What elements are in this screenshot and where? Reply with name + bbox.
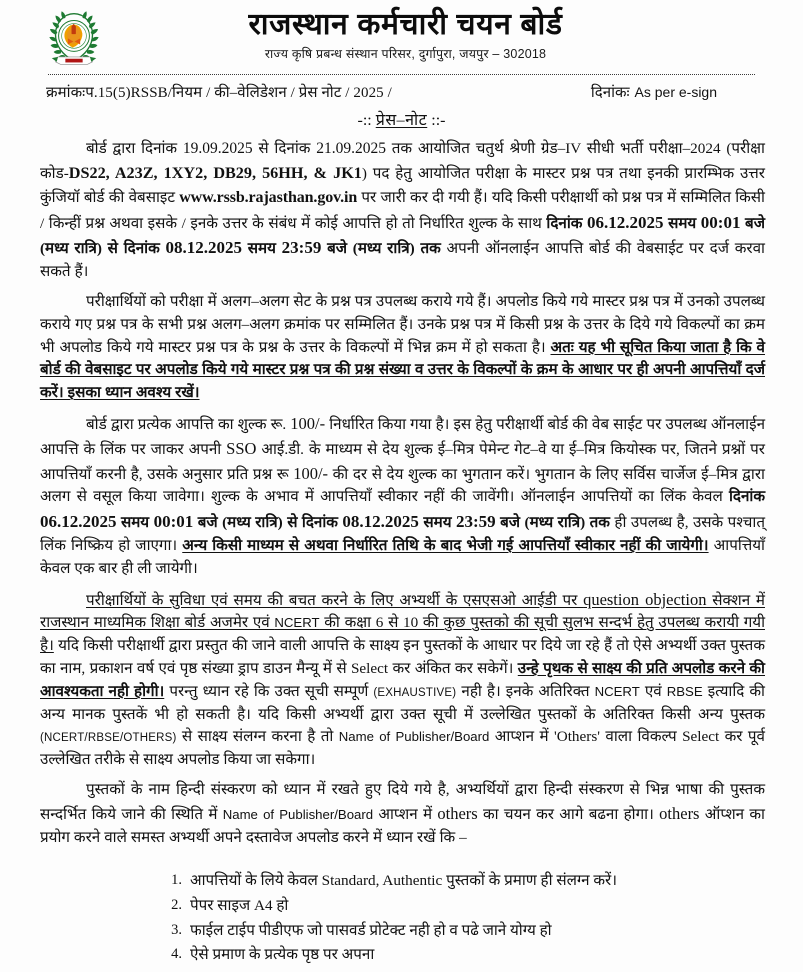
sso-label: SSO xyxy=(226,438,257,458)
exam-codes: DS22, A23Z, 1XY2, DB29, 56HH, & JK1 xyxy=(68,163,362,182)
p3-seg3: आई.डी. के माध्यम से देय शुल्क ई–मित्र पेमेन्ट गेट–वे या ई–मित्र कियोस्क पर, जितने प्रश्नों पर आपत्तियाँ करनी है, उसके अनुसार प्रति प्रश्न रू xyxy=(40,440,765,483)
p3-bold2: समय xyxy=(116,514,154,532)
exhaustive-label: (EXHAUSTIVE) xyxy=(373,686,457,699)
p3-bold1: दिनांक xyxy=(728,488,765,506)
p4-seg1: यदि किसी परीक्षार्थी द्वारा प्रस्तुत की जाने वाली आपत्ति के साक्ष्य इन पुस्तकों के आधार पर दिये जा रहे हैं तो ऐसे अभ्यर्थी उक्त पुस्तक का नाम, प्रकाशन वर्ष एवं पृष्ठ संख्या ड्राप डाउन मैन्यू में से xyxy=(40,637,765,677)
p2-seg1: परीक्षार्थियों को परीक्षा में अलग–अलग सेट के प्रश्न पत्र उपलब्ध कराये गये हैं। अपलोड किये गये मास्टर प्रश्न पत्र में उनको उपलब्ध कराये गए प्रश्न पत्र के सभी प्रश्न अलग–अलग क्रमांक पर सम्मिलित हैं। उनके प्रश्न पत्र में किसी प्रश्न के उत्तर के दिये गये विकल्पों का क्रम भी अपलोड किये गये मास्टर प्रश्न पत्र के प्रश्न के उत्तर के विकल्पों में भिन्न क्रम में हो सकता है। xyxy=(40,292,765,356)
p5-seg4: ऑप्शन का प्रयोग करने वाले समस्त अभ्यर्थी अपने दस्तावेज अपलोड करने में ध्यान रखें कि – xyxy=(40,805,765,846)
p4-seg4: नही है। इनके अतिरिक्त xyxy=(456,682,595,700)
p2-highlight-notice: अतः यह भी सूचित किया जाता है कि वे बोर्ड की वेबसाइट पर अपलोड किये गये मास्टर प्रश्न पत्र की प्रश्न संख्या व उत्तर के विकल्पों के क्रम के आधार पर ही अपनी आपत्तियाँ दर्ज करें। इसका ध्यान अवश्य रखें। xyxy=(40,338,765,402)
p4-highlight-notice: उन्हे पृथक से साक्ष्य की प्रति अपलोड करने की आवश्यकता नही होगी। xyxy=(40,659,765,700)
objection-window-end-time: 23:59 xyxy=(281,238,322,258)
others-option-label-1: others xyxy=(437,803,478,823)
paragraph-question-sets xyxy=(40,291,765,405)
others-option-label-2: others xyxy=(659,803,700,823)
list-item-text-pre: पेपर साइज xyxy=(190,896,254,914)
list-item-index: 3. xyxy=(171,921,182,938)
link-window-end-time: 23:59 xyxy=(455,512,496,532)
p3-highlight-notice: अन्य किसी माध्यम से अथवा निर्धारित तिथि के बाद भेजी गई आपत्तियाँ स्वीकार नहीं की जायेगी। xyxy=(182,536,709,554)
p4-seg5: एवं xyxy=(639,682,667,700)
p1-bold5: बजे (मध्य रात्रि) तक xyxy=(321,240,441,258)
organisation-address: राज्य कृषि प्रबन्ध संस्थान परिसर, दुर्गापुरा, जयपुर – 302018 xyxy=(264,46,547,61)
p3-bold3: बजे (मध्य रात्रि) से दिनांक xyxy=(193,514,343,532)
p1-bold3: बजे (मध्य रात्रि) से दिनांक xyxy=(40,214,765,258)
p3-seg5: ही उपलब्ध है, उसके पश्चात् लिंक निष्क्रिय हो जाएगा। xyxy=(40,514,765,554)
header-divider xyxy=(48,74,755,75)
exam-end-date: 21.09.2025 xyxy=(316,140,386,157)
p5-seg2: आप्शन में xyxy=(373,805,438,823)
list-item-index: 2. xyxy=(171,896,182,913)
reference-number: क्रमांकःप.15(5)RSSB/नियम / की–वेलिडेशन / प्रेस नोट / 2025 / xyxy=(46,85,392,101)
list-item-index: 1. xyxy=(171,872,182,889)
p4-underline-seg2: सेक्शन में राजस्थान माध्यमिक शिक्षा बोर्ड अजमेर एवं xyxy=(40,591,765,632)
document-body xyxy=(40,137,765,968)
select-action-2: Select xyxy=(682,728,720,746)
date-label: दिनांकः xyxy=(590,85,630,101)
objection-fee-amount-1: 100/- xyxy=(290,413,326,433)
objection-window-end-date: 08.12.2025 xyxy=(165,238,242,258)
list-item-text-latin: A4 xyxy=(254,896,273,914)
date-value: As per e-sign xyxy=(634,84,717,100)
objection-window-start-time: 00:01 xyxy=(700,212,741,232)
p4-seg7: से साक्ष्य संलग्न करना है तो xyxy=(176,728,339,746)
p3-seg6: आपत्तियाँ केवल एक बार ही ली जायेगी। xyxy=(40,536,765,577)
link-window-start-time: 00:01 xyxy=(153,512,194,532)
p3-seg2: निर्धारित किया गया है। इस हेतु परीक्षार्थी बोर्ड की वेब साईट पर उपलब्ध ऑनलाईन आपत्ति के लिंक पर जाकर अपनी xyxy=(40,415,765,458)
p4-seg2: कर अंकित कर सकेगें। xyxy=(388,659,518,677)
paragraph-objection-fee xyxy=(40,412,765,581)
list-item-text-latin: Standard, Authentic xyxy=(321,872,443,890)
press-note-heading xyxy=(22,108,781,130)
p3-bold5: बजे (मध्य रात्रि) तक xyxy=(495,514,610,532)
list-item xyxy=(158,943,765,968)
list-item-text-pre: ऐसे प्रमाण के प्रत्येक पृष्ठ पर अपना xyxy=(190,946,375,964)
p1-bold4: समय xyxy=(241,240,282,258)
list-item xyxy=(158,869,765,894)
rajasthan-state-emblem-icon xyxy=(43,10,105,68)
exam-start-date: 19.09.2025 xyxy=(182,140,253,157)
p1-seg6: अपनी ऑनलाईन आपत्ति बोर्ड की वेबसाईट पर दर्ज करवा सकते हैं। xyxy=(40,240,765,281)
heading-right-decoration: ::- xyxy=(431,112,446,129)
publisher-board-field-label-1: Name of Publisher/Board xyxy=(338,729,490,745)
p1-bold1: दिनांक xyxy=(546,214,587,232)
list-item-text-post: पुस्तकों के प्रमाण ही संलग्न करें। xyxy=(442,872,618,890)
list-item-text-post: हो xyxy=(272,896,289,914)
list-item-text-pre: फाईल टाईप पीडीएफ जो पासवर्ड प्रोटेक्ट नही हो व पढे जाने योग्य हो xyxy=(190,921,552,939)
document-upload-guidelines-list xyxy=(40,869,765,968)
p1-seg4: ) पद हेतु आयोजित परीक्षा के मास्टर प्रश्न पत्र तथा इनकी प्रारम्भिक उत्तर कुंजियॉ बोर्ड की वेबसाइट xyxy=(40,164,765,206)
p1-seg1: बोर्ड द्वारा दिनांक xyxy=(86,140,183,157)
p5-seg3: का चयन कर आगे बढना होगा। xyxy=(477,805,660,823)
heading-left-decoration: -:: xyxy=(357,112,372,129)
ncert-label-underlined: NCERT xyxy=(274,615,320,631)
organisation-title-block xyxy=(126,8,781,62)
document-date xyxy=(591,82,763,102)
p3-seg4: की दर से देय शुल्क का भुगतान करें। भुगतान के लिए सर्विस चार्जेज ई–मित्र द्वारा अलग से वसूल किया जावेगा। शुल्क के अभाव में आपत्तियाँ स्वीकार नहीं की जावेंगी। ऑनलाईन आपत्तियों का लिंक केवल xyxy=(40,465,765,506)
p4-seg3: परन्तु ध्यान रहे कि उक्त सूची सम्पूर्ण xyxy=(164,682,374,700)
question-objection-section-label: question objection xyxy=(583,589,707,609)
p4-underline-seg1: परीक्षार्थियों के सुविधा एवं समय की बचत करने के लिए अभ्यर्थी के एसएसओ आईडी पर xyxy=(86,591,584,609)
list-item xyxy=(158,894,765,919)
list-item-text-pre: आपत्तियों के लिये केवल xyxy=(190,872,322,890)
source-options-label: (NCERT/RBSE/OTHERS) xyxy=(40,732,177,745)
reference-line xyxy=(46,82,763,102)
p4-seg9: कर पूर्व उल्लेखित तरीके से साक्ष्य अपलोड किया जा सकेगा। xyxy=(40,728,765,769)
list-item xyxy=(158,919,765,944)
p3-seg1: बोर्ड द्वारा प्रत्येक आपत्ति का शुल्क रू. xyxy=(86,415,291,433)
objection-fee-amount-2: 100/- xyxy=(293,463,329,483)
rbse-label: RBSE xyxy=(666,683,703,699)
paragraph-exam-details xyxy=(40,137,765,284)
paragraph-language-version xyxy=(40,779,765,849)
objection-window-start-date: 06.12.2025 xyxy=(587,212,664,232)
ncert-label: NCERT xyxy=(594,683,640,699)
p1-seg5: पर जारी कर दी गयी हैं। यदि किसी परीक्षार्थी को प्रश्न पत्र में सम्मिलित किसी / किन्हीं प्रश्न अथवा इसके / इनके उत्तर के संबंध में कोई आपत्ति हो तो निर्धारित शुल्क के साथ xyxy=(40,188,765,232)
publisher-board-field-label-2: Name of Publisher/Board xyxy=(222,806,374,822)
list-item-index: 4. xyxy=(171,946,182,963)
press-note-title: प्रेस–नोट xyxy=(375,112,428,129)
p4-seg6: इत्यादि की अन्य मानक पुस्तकें भी हो सकती है। यदि किसी अभ्यर्थी द्वारा उक्त सूची में उल्लेखित पुस्तकों के अतिरिक्त किसी अन्य पुस्तक xyxy=(40,682,765,723)
p1-bold2: समय xyxy=(663,214,701,232)
p1-seg3: तक आयोजित चतुर्थ श्रेणी ग्रेड–IV सीधी भर्ती परीक्षा–2024 (परीक्षा कोड- xyxy=(40,140,765,182)
board-website-url: www.rssb.rajasthan.gov.in xyxy=(179,188,358,206)
link-window-start-date: 06.12.2025 xyxy=(40,512,117,532)
p3-bold4: समय xyxy=(418,514,456,532)
organisation-name: राजस्थान कर्मचारी चयन बोर्ड xyxy=(248,8,563,41)
p4-underline-seg3: की कक्षा 6 से 10 की कुछ पुस्तको की सूची सुलभ सन्दर्भ हेतु उपलब्ध करायी गयी है। xyxy=(40,614,765,655)
emblem-container xyxy=(22,8,126,68)
paragraph-book-reference xyxy=(40,588,765,772)
p5-seg1: पुस्तकों के नाम हिन्दी संस्करण को ध्यान में रखते हुए दिये गये है, अभ्यर्थियों द्वारा हिन्दी संस्करण से भिन्न भाषा की पुस्तक सन्दर्भित किये जाने की स्थिति में xyxy=(40,780,765,823)
select-action-1: Select xyxy=(350,659,389,677)
p1-seg2: से दिनांक xyxy=(252,140,317,157)
link-window-end-date: 08.12.2025 xyxy=(342,512,419,532)
p4-seg8: आप्शन में 'Others' वाला विकल्प xyxy=(489,728,683,746)
letterhead xyxy=(22,6,781,68)
